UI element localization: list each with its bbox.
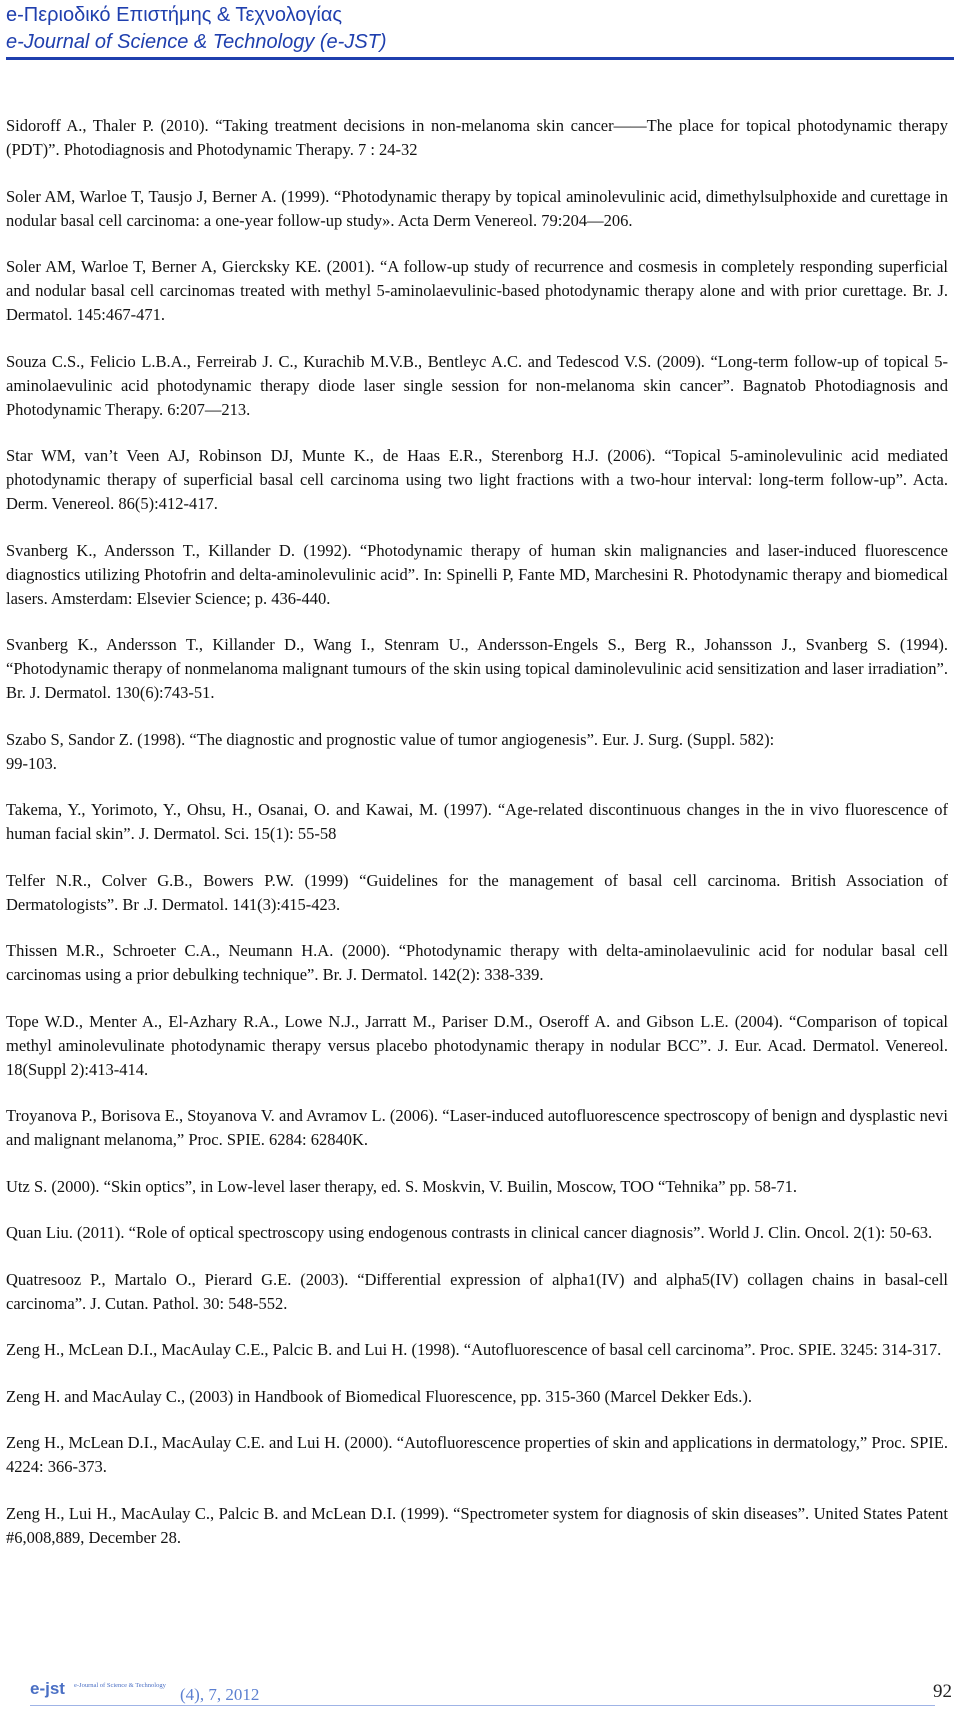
- reference-item: Zeng H., McLean D.I., MacAulay C.E., Palcic B. and Lui H. (1998). “Autofluorescence of basal cell carcinoma”. Proc. SPIE. 3245: 314-317.: [6, 1340, 942, 1359]
- footer-divider: [30, 1705, 935, 1706]
- reference-item: Souza C.S., Felicio L.B.A., Ferreirab J. C., Kurachib M.V.B., Bentleyc A.C. and Tedescod V.S. (2009). “Long-term follow-up of topical 5-aminolaevulinic acid photodynamic therapy diode laser single session for non-melanoma skin cancer”. Bagnatob Photodiagnosis and Photodynamic Therapy. 6:207—213.: [6, 351, 948, 419]
- reference-pages: 99-103.: [6, 753, 57, 773]
- reference-item-szabo: [6, 728, 948, 776]
- reference-item: Quan Liu. (2011). “Role of optical spectroscopy using endogenous contrasts in clinical cancer diagnosis”. World J. Clin. Oncol. 2(1): 50-63.: [6, 1223, 933, 1242]
- reference-text: Szabo S, Sandor Z. (1998). “The diagnostic and prognostic value of tumor angiogenesis”. Eur. J. Surg. (Suppl. 582):: [6, 729, 775, 749]
- reference-item: Soler AM, Warloe T, Berner A, Giercksky KE. (2001). “A follow-up study of recurrence and cosmesis in completely responding superficial and nodular basal cell carcinomas treated with methyl 5-aminolaevulinic-based photodynamic therapy alone and with prior curettage. Br. J. Dermatol. 145:467-471.: [6, 257, 948, 324]
- logo-subtext: e-Journal of Science & Technology: [74, 1682, 166, 1689]
- journal-header: [6, 2, 954, 56]
- reference-item: Zeng H., Lui H., MacAulay C., Palcic B. and McLean D.I. (1999). “Spectrometer system for diagnosis of skin diseases”. United States Patent #6,008,889, December 28.: [6, 1503, 948, 1547]
- reference-item: Troyanova P., Borisova E., Stoyanova V. and Avramov L. (2006). “Laser-induced autofluorescence spectroscopy of benign and dysplastic nevi and malignant melanoma,” Proc. SPIE. 6284: 62840K.: [6, 1106, 948, 1149]
- reference-item: Thissen M.R., Schroeter C.A., Neumann H.A. (2000). “Photodynamic therapy with delta-aminolaevulinic acid for nodular basal cell carcinomas using a prior debulking technique”. Br. J. Dermatol. 142(2): 338-339.: [6, 941, 948, 984]
- reference-item: Quatresooz P., Martalo O., Pierard G.E. (2003). “Differential expression of alpha1(IV) and alpha5(IV) collagen chains in basal-cell carcinoma”. J. Cutan. Pathol. 30: 548-552.: [6, 1269, 948, 1313]
- reference-item: Telfer N.R., Colver G.B., Bowers P.W. (1999) “Guidelines for the management of basal cell carcinoma. British Association of Dermatologists”. Br .J. Dermatol. 141(3):415-423.: [6, 870, 948, 914]
- reference-item: Tope W.D., Menter A., El-Azhary R.A., Lowe N.J., Jarratt M., Pariser D.M., Oseroff A. and Gibson L.E. (2004). “Comparison of topical methyl aminolevulinate photodynamic therapy versus placebo photodynamic therapy in nodular BCC”. J. Eur. Acad. Dermatol. Venereol. 18(Suppl 2):413-414.: [6, 1011, 948, 1079]
- logo-text: e-jst: [30, 1679, 65, 1698]
- page-number: 92: [933, 1681, 952, 1702]
- reference-item: Takema, Y., Yorimoto, Y., Ohsu, H., Osanai, O. and Kawai, M. (1997). “Age-related discontinuous changes in the in vivo fluorescence of human facial skin”. J. Dermatol. Sci. 15(1): 55-58: [6, 800, 948, 843]
- page-footer: [0, 1675, 960, 1709]
- reference-item: Svanberg K., Andersson T., Killander D. (1992). “Photodynamic therapy of human skin malignancies and laser-induced fluorescence diagnostics utilizing Photofrin and delta-aminolevulinic acid”. In: Spinelli P, Fante MD, Marchesini R. Photodynamic therapy and biomedical lasers. Amsterdam: Elsevier Science; p. 436-440.: [6, 540, 948, 608]
- header-divider: [6, 57, 954, 60]
- journal-title-english: e-Journal of Science & Technology (e-JST): [6, 31, 387, 53]
- issue-info: (4), 7, 2012: [180, 1685, 260, 1704]
- reference-item: Star WM, van’t Veen AJ, Robinson DJ, Munte K., de Haas E.R., Sterenborg H.J. (2006). “Topical 5-aminolevulinic acid mediated photodynamic therapy of superficial basal cell carcinoma using two light fractions with a two-hour interval: long-term follow-up”. Acta. Derm. Venereol. 86(5):412-417.: [6, 446, 948, 513]
- journal-logo: [30, 1679, 170, 1701]
- reference-item: Sidoroff A., Thaler P. (2010). “Taking treatment decisions in non-melanoma skin cancer——The place for topical photodynamic therapy (PDT)”. Photodiagnosis and Photodynamic Therapy. 7 : 24-32: [6, 116, 948, 159]
- reference-item: Utz S. (2000). “Skin optics”, in Low-level laser therapy, ed. S. Moskvin, V. Builin, Moscow, TOO “Tehnika” pp. 58-71.: [6, 1176, 798, 1196]
- reference-item: Zeng H. and MacAulay C., (2003) in Handbook of Biomedical Fluorescence, pp. 315-360 (Marcel Dekker Eds.).: [6, 1386, 752, 1406]
- reference-item: Zeng H., McLean D.I., MacAulay C.E. and Lui H. (2000). “Autofluorescence properties of skin and applications in dermatology,” Proc. SPIE. 4224: 366-373.: [6, 1433, 948, 1476]
- reference-item: Soler AM, Warloe T, Tausjo J, Berner A. (1999). “Photodynamic therapy by topical aminolevulinic acid, dimethylsulphoxide and curettage in nodular basal cell carcinoma: a one-year follow-up study». Acta Derm Venereol. 79:204—206.: [6, 186, 948, 230]
- journal-title-greek: e-Περιοδικό Επιστήμης & Τεχνολογίας: [6, 4, 343, 26]
- reference-item: Svanberg K., Andersson T., Killander D., Wang I., Stenram U., Andersson-Engels S., Berg R., Johansson J., Svanberg S. (1994). “Photodynamic therapy of nonmelanoma malignant tumours of the skin using topical daminolevulinic acid sensitization and laser irradiation”. Br. J. Dermatol. 130(6):743-51.: [6, 635, 948, 702]
- reference-list: [6, 114, 948, 1572]
